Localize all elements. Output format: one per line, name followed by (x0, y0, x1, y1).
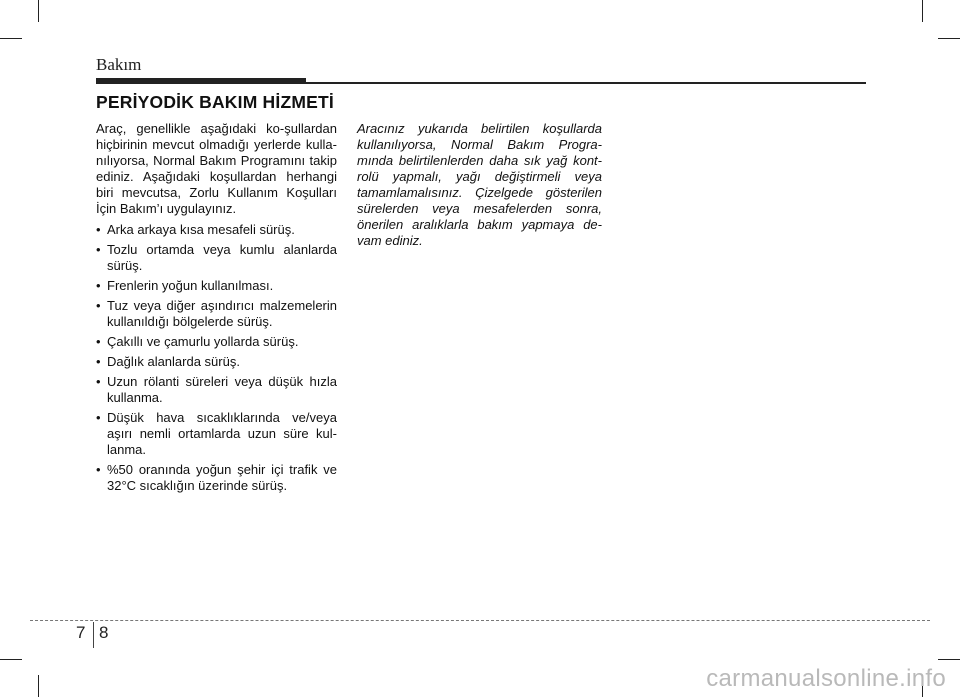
footer-divider (30, 620, 930, 621)
list-item: • Düşük hava sıcaklıklarında ve/veya aşırı nemli ortamlarda uzun süre kul-lanma. (96, 410, 337, 457)
intro-paragraph: Araç, genellikle aşağıdaki ko-şullardan hiçbirinin mevcut olmadığı yerlerde kulla-nılıyorsa, Normal Bakım Programını takip ediniz. Aşağıdaki koşullardan herhangi biri mevcutsa, Zorlu Kullanım Koşulları İçin Bakım’ı uygulayınız. (96, 121, 337, 216)
bullet-icon: • (96, 462, 101, 477)
crop-mark (938, 38, 960, 39)
chapter-number: 7 (76, 623, 86, 642)
page-title: PERİYODİK BAKIM HİZMETİ (96, 92, 334, 112)
note-paragraph: Aracınız yukarıda belirtilen koşullarda kullanılıyorsa, Normal Bakım Progra-mında belirtilenlerden daha sık yağ kont-rolü yapmalı, yağı değiştirmeli veya tamamlamalısınız. Çizelgede gösterilen sürelerden veya mesafelerden sonra, önerilen aralıklarla bakım yapmaya de-vam ediniz. (357, 121, 602, 248)
section-label: Bakım (96, 55, 142, 74)
bullet-icon: • (96, 354, 101, 369)
right-column (357, 121, 602, 249)
bullet-icon: • (96, 222, 101, 237)
list-item: • Çakıllı ve çamurlu yollarda sürüş. (96, 334, 299, 349)
condition-list (96, 222, 337, 494)
bullet-icon: • (96, 298, 101, 313)
header-rule-thick (96, 78, 306, 84)
crop-mark (938, 659, 960, 660)
bullet-icon: • (96, 374, 101, 389)
page-number-divider (93, 622, 94, 648)
list-item: • Uzun rölanti süreleri veya düşük hızla kullanma. (96, 374, 337, 405)
left-column (96, 121, 337, 498)
list-item: • Tuz veya diğer aşındırıcı malzemelerin kullanıldığı bölgelerde sürüş. (96, 298, 337, 329)
bullet-icon: • (96, 242, 101, 257)
crop-mark (922, 0, 923, 22)
list-item: • Frenlerin yoğun kullanılması. (96, 278, 274, 293)
list-item: • Arka arkaya kısa mesafeli sürüş. (96, 222, 295, 237)
crop-mark (0, 38, 22, 39)
list-item: • %50 oranında yoğun şehir içi trafik ve 32°C sıcaklığın üzerinde sürüş. (96, 462, 337, 493)
bullet-icon: • (96, 410, 101, 425)
watermark: carmanualsonline.info (706, 665, 946, 692)
page-number: 8 (99, 623, 109, 642)
list-item: • Tozlu ortamda veya kumlu alanlarda sürüş. (96, 242, 337, 273)
header-rule-thin (306, 82, 866, 84)
list-item: • Dağlık alanlarda sürüş. (96, 354, 240, 369)
bullet-icon: • (96, 278, 101, 293)
crop-mark (38, 675, 39, 697)
bullet-icon: • (96, 334, 101, 349)
crop-mark (38, 0, 39, 22)
crop-mark (0, 659, 22, 660)
